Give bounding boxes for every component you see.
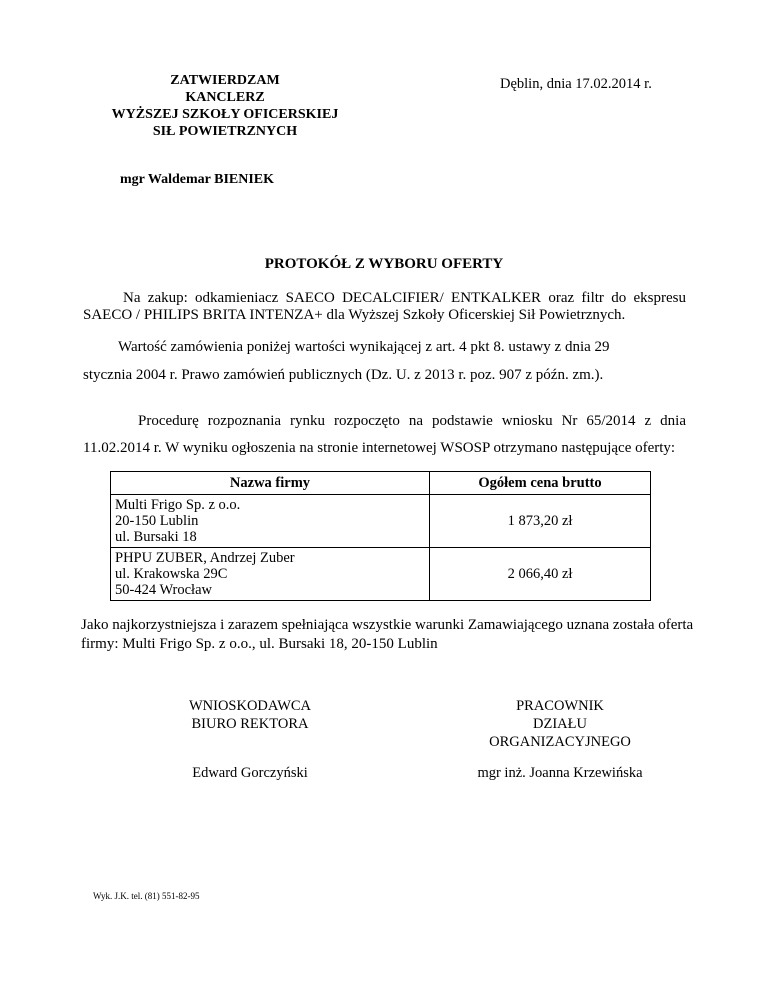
firm-line: 50-424 Wrocław <box>115 582 212 598</box>
paragraph-procedure <box>83 408 686 462</box>
role-line: PRACOWNIK <box>516 698 604 714</box>
approval-line: SIŁ POWIETRZNYCH <box>152 124 298 139</box>
firm-line: ul. Bursaki 18 <box>115 529 197 545</box>
conclusion-text: Jako najkorzystniejsza i zarazem spełniająca wszystkie warunki Zamawiającego uznana została oferta firmy: Multi Frigo Sp. z o.o., ul. Bursaki 18, 20-150 Lublin <box>81 617 694 652</box>
offers-table <box>110 471 651 601</box>
table-header-row <box>111 472 651 495</box>
role-line: BIURO REKTORA <box>191 716 309 732</box>
table-row <box>111 548 651 601</box>
signature-left-role <box>150 697 350 733</box>
approval-block <box>60 72 390 140</box>
firm-line: Multi Frigo Sp. z o.o. <box>115 497 241 513</box>
paragraph-purchase <box>83 290 686 324</box>
footer-contact: Wyk. J.K. tel. (81) 551-82-95 <box>93 891 200 901</box>
paragraph-value-cont-text: stycznia 2004 r. Prawo zamówień publicznych (Dz. U. z 2013 r. poz. 907 z późn. zm.). <box>83 367 604 383</box>
paragraph-value-cont <box>83 367 686 384</box>
price-cell: 1 873,20 zł <box>430 495 651 548</box>
header-price: Ogółem cena brutto <box>430 472 651 495</box>
header-firm: Nazwa firmy <box>111 472 430 495</box>
approval-signer: mgr Waldemar BIENIEK <box>120 172 275 187</box>
role-line: ORGANIZACYJNEGO <box>489 734 631 750</box>
paragraph-value <box>83 339 686 356</box>
firm-cell <box>111 495 430 548</box>
role-line: WNIOSKODAWCA <box>188 698 312 714</box>
paragraph-purchase-text: Na zakup: odkamieniacz SAECO DECALCIFIER/ ENTKALKER oraz filtr do ekspresu SAECO / PHILIPS BRITA INTENZA+ dla Wyższej Szkoły Oficerskiej Sił Powietrznych. <box>83 290 686 323</box>
firm-cell <box>111 548 430 601</box>
document-title: PROTOKÓŁ Z WYBORU OFERTY <box>264 256 504 272</box>
firm-line: ul. Krakowska 29C <box>115 566 228 582</box>
paragraph-procedure-text: Procedurę rozpoznania rynku rozpoczęto na podstawie wniosku Nr 65/2014 z dnia 11.02.2014 r. W wyniku ogłoszenia na stronie internetowej WSOSP otrzymano następujące oferty: <box>83 413 686 456</box>
place-date: Dęblin, dnia 17.02.2014 r. <box>500 76 652 92</box>
firm-line: 20-150 Lublin <box>115 513 199 529</box>
signature-right-role <box>450 697 670 751</box>
approval-line: KANCLERZ <box>185 90 265 105</box>
firm-line: PHPU ZUBER, Andrzej Zuber <box>115 550 295 566</box>
approval-line: WYŻSZEJ SZKOŁY OFICERSKIEJ <box>111 107 339 122</box>
table-row <box>111 495 651 548</box>
approval-line: ZATWIERDZAM <box>170 73 280 88</box>
signature-left-name: Edward Gorczyński <box>192 765 308 781</box>
role-line: DZIAŁU <box>533 716 587 732</box>
paragraph-value-text: Wartość zamówienia poniżej wartości wynikającej z art. 4 pkt 8. ustawy z dnia 29 <box>118 339 610 355</box>
price-cell: 2 066,40 zł <box>430 548 651 601</box>
signature-right-name: mgr inż. Joanna Krzewińska <box>477 765 643 781</box>
